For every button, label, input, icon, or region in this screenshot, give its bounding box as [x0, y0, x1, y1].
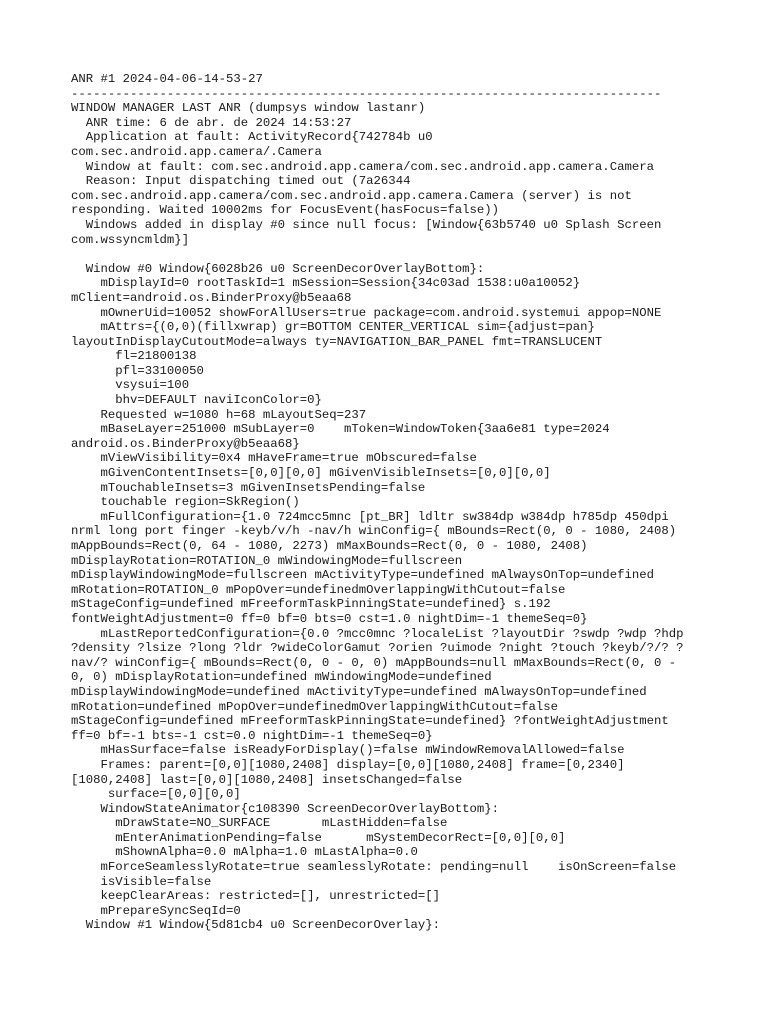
log-line: com.wssyncmldm}] [71, 232, 190, 247]
anr-header: ANR #1 2024-04-06-14-53-27 [71, 72, 263, 86]
log-line: mLastReportedConfiguration={0.0 ?mcc0mnc ?localeList ?layoutDir ?swdp ?wdp ?hdp [71, 626, 684, 641]
log-line: mStageConfig=undefined mFreeformTaskPinningState=undefined} ?fontWeightAdjustment [71, 714, 669, 729]
log-line: com.sec.android.app.camera/.Camera [71, 144, 322, 159]
log-line: android.os.BinderProxy@b5eaa68} [71, 436, 300, 451]
log-line: keepClearAreas: restricted=[], unrestricted=[] [71, 889, 440, 904]
blank-line [71, 247, 761, 262]
log-line: isVisible=false [71, 874, 212, 889]
log-line: fontWeightAdjustment=0 ff=0 bf=0 bts=0 cst=1.0 nightDim=-1 themeSeq=0} [71, 611, 588, 626]
log-line: com.sec.android.app.camera/com.sec.android.app.camera.Camera (server) is not [71, 188, 632, 203]
log-line: pfl=33100050 [71, 363, 204, 378]
log-line: mBaseLayer=251000 mSubLayer=0 mToken=WindowToken{3aa6e81 type=2024 [71, 422, 610, 437]
log-line: Reason: Input dispatching timed out (7a26344 [71, 174, 411, 189]
log-line: mFullConfiguration={1.0 724mcc5mnc [pt_BR] ldltr sw384dp w384dp h785dp 450dpi [71, 509, 669, 524]
log-line: mGivenContentInsets=[0,0][0,0] mGivenVisibleInsets=[0,0][0,0] [71, 466, 551, 481]
log-line: ?density ?lsize ?long ?ldr ?wideColorGamut ?orien ?uimode ?night ?touch ?keyb/?/? ? [71, 641, 684, 656]
section-title: WINDOW MANAGER LAST ANR (dumpsys window lastanr) [71, 101, 426, 116]
log-line: mRotation=undefined mPopOver=undefinedmOverlappingWithCutout=false [71, 699, 559, 714]
log-line: mClient=android.os.BinderProxy@b5eaa68 [71, 290, 352, 305]
log-line: mPrepareSyncSeqId=0 [71, 903, 241, 918]
log-line: mRotation=ROTATION_0 mPopOver=undefinedmOverlappingWithCutout=false [71, 582, 566, 597]
log-line: mDisplayWindowingMode=fullscreen mActivityType=undefined mAlwaysOnTop=undefined [71, 568, 654, 583]
log-line: 0, 0) mDisplayRotation=undefined mWindowingMode=undefined [71, 670, 492, 685]
log-line: Requested w=1080 h=68 mLayoutSeq=237 [71, 407, 367, 422]
log-line: nav/? winConfig={ mBounds=Rect(0, 0 - 0, 0) mAppBounds=null mMaxBounds=Rect(0, 0 - [71, 655, 677, 670]
log-line: layoutInDisplayCutoutMode=always ty=NAVIGATION_BAR_PANEL fmt=TRANSLUCENT [71, 334, 603, 349]
log-line: mDrawState=NO_SURFACE mLastHidden=false [71, 816, 448, 831]
window-header: Window #0 Window{6028b26 u0 ScreenDecorOverlayBottom}: [71, 261, 485, 276]
log-line: surface=[0,0][0,0] [71, 787, 241, 802]
log-line: ANR time: 6 de abr. de 2024 14:53:27 [71, 115, 352, 130]
log-line: nrml long port finger -keyb/v/h -nav/h winConfig={ mBounds=Rect(0, 0 - 1080, 2408) [71, 524, 677, 539]
log-line: mTouchableInsets=3 mGivenInsetsPending=false [71, 480, 426, 495]
log-line: fl=21800138 [71, 349, 197, 364]
log-line: Windows added in display #0 since null focus: [Window{63b5740 u0 Splash Screen [71, 217, 662, 232]
log-line: mDisplayRotation=ROTATION_0 mWindowingMode=fullscreen [71, 553, 463, 568]
log-line: mDisplayWindowingMode=undefined mActivityType=undefined mAlwaysOnTop=undefined [71, 684, 647, 699]
log-line: mDisplayId=0 rootTaskId=1 mSession=Session{34c03ad 1538:u0a10052} [71, 276, 581, 291]
anr-log-document [71, 72, 761, 933]
log-line: mAttrs={(0,0)(fillxwrap) gr=BOTTOM CENTER_VERTICAL sim={adjust=pan} [71, 320, 595, 335]
log-line: mEnterAnimationPending=false mSystemDecorRect=[0,0][0,0] [71, 830, 566, 845]
separator-line: -------------------------------------------------------------------------------- [71, 86, 662, 101]
log-line: mShownAlpha=0.0 mAlpha=1.0 mLastAlpha=0.0 [71, 845, 418, 860]
log-line: ff=0 bf=-1 bts=-1 cst=0.0 nightDim=-1 themeSeq=0} [71, 728, 433, 743]
log-line: mOwnerUid=10052 showForAllUsers=true package=com.android.systemui appop=NONE [71, 305, 662, 320]
log-line: responding. Waited 10002ms for FocusEvent(hasFocus=false)) [71, 203, 500, 218]
log-line: mAppBounds=Rect(0, 64 - 1080, 2273) mMaxBounds=Rect(0, 0 - 1080, 2408) [71, 539, 588, 553]
log-line: touchable region=SkRegion() [71, 495, 300, 510]
window-header: Window #1 Window{5d81cb4 u0 ScreenDecorOverlay}: [71, 918, 440, 933]
log-line: WindowStateAnimator{c108390 ScreenDecorOverlayBottom}: [71, 801, 500, 816]
log-line: mStageConfig=undefined mFreeformTaskPinningState=undefined} s.192 [71, 597, 551, 612]
log-line: vsysui=100 [71, 378, 190, 393]
log-line: mHasSurface=false isReadyForDisplay()=false mWindowRemovalAllowed=false [71, 743, 625, 758]
log-line: mForceSeamlesslyRotate=true seamlesslyRotate: pending=null isOnScreen=false [71, 860, 677, 875]
log-line: [1080,2408] last=[0,0][1080,2408] insetsChanged=false [71, 772, 463, 787]
log-line: Application at fault: ActivityRecord{742784b u0 [71, 130, 433, 145]
log-line: bhv=DEFAULT naviIconColor=0} [71, 393, 322, 408]
log-line: Window at fault: com.sec.android.app.camera/com.sec.android.app.camera.Camera [71, 159, 654, 174]
log-line: mViewVisibility=0x4 mHaveFrame=true mObscured=false [71, 451, 477, 466]
log-line: Frames: parent=[0,0][1080,2408] display=[0,0][1080,2408] frame=[0,2340] [71, 757, 625, 772]
